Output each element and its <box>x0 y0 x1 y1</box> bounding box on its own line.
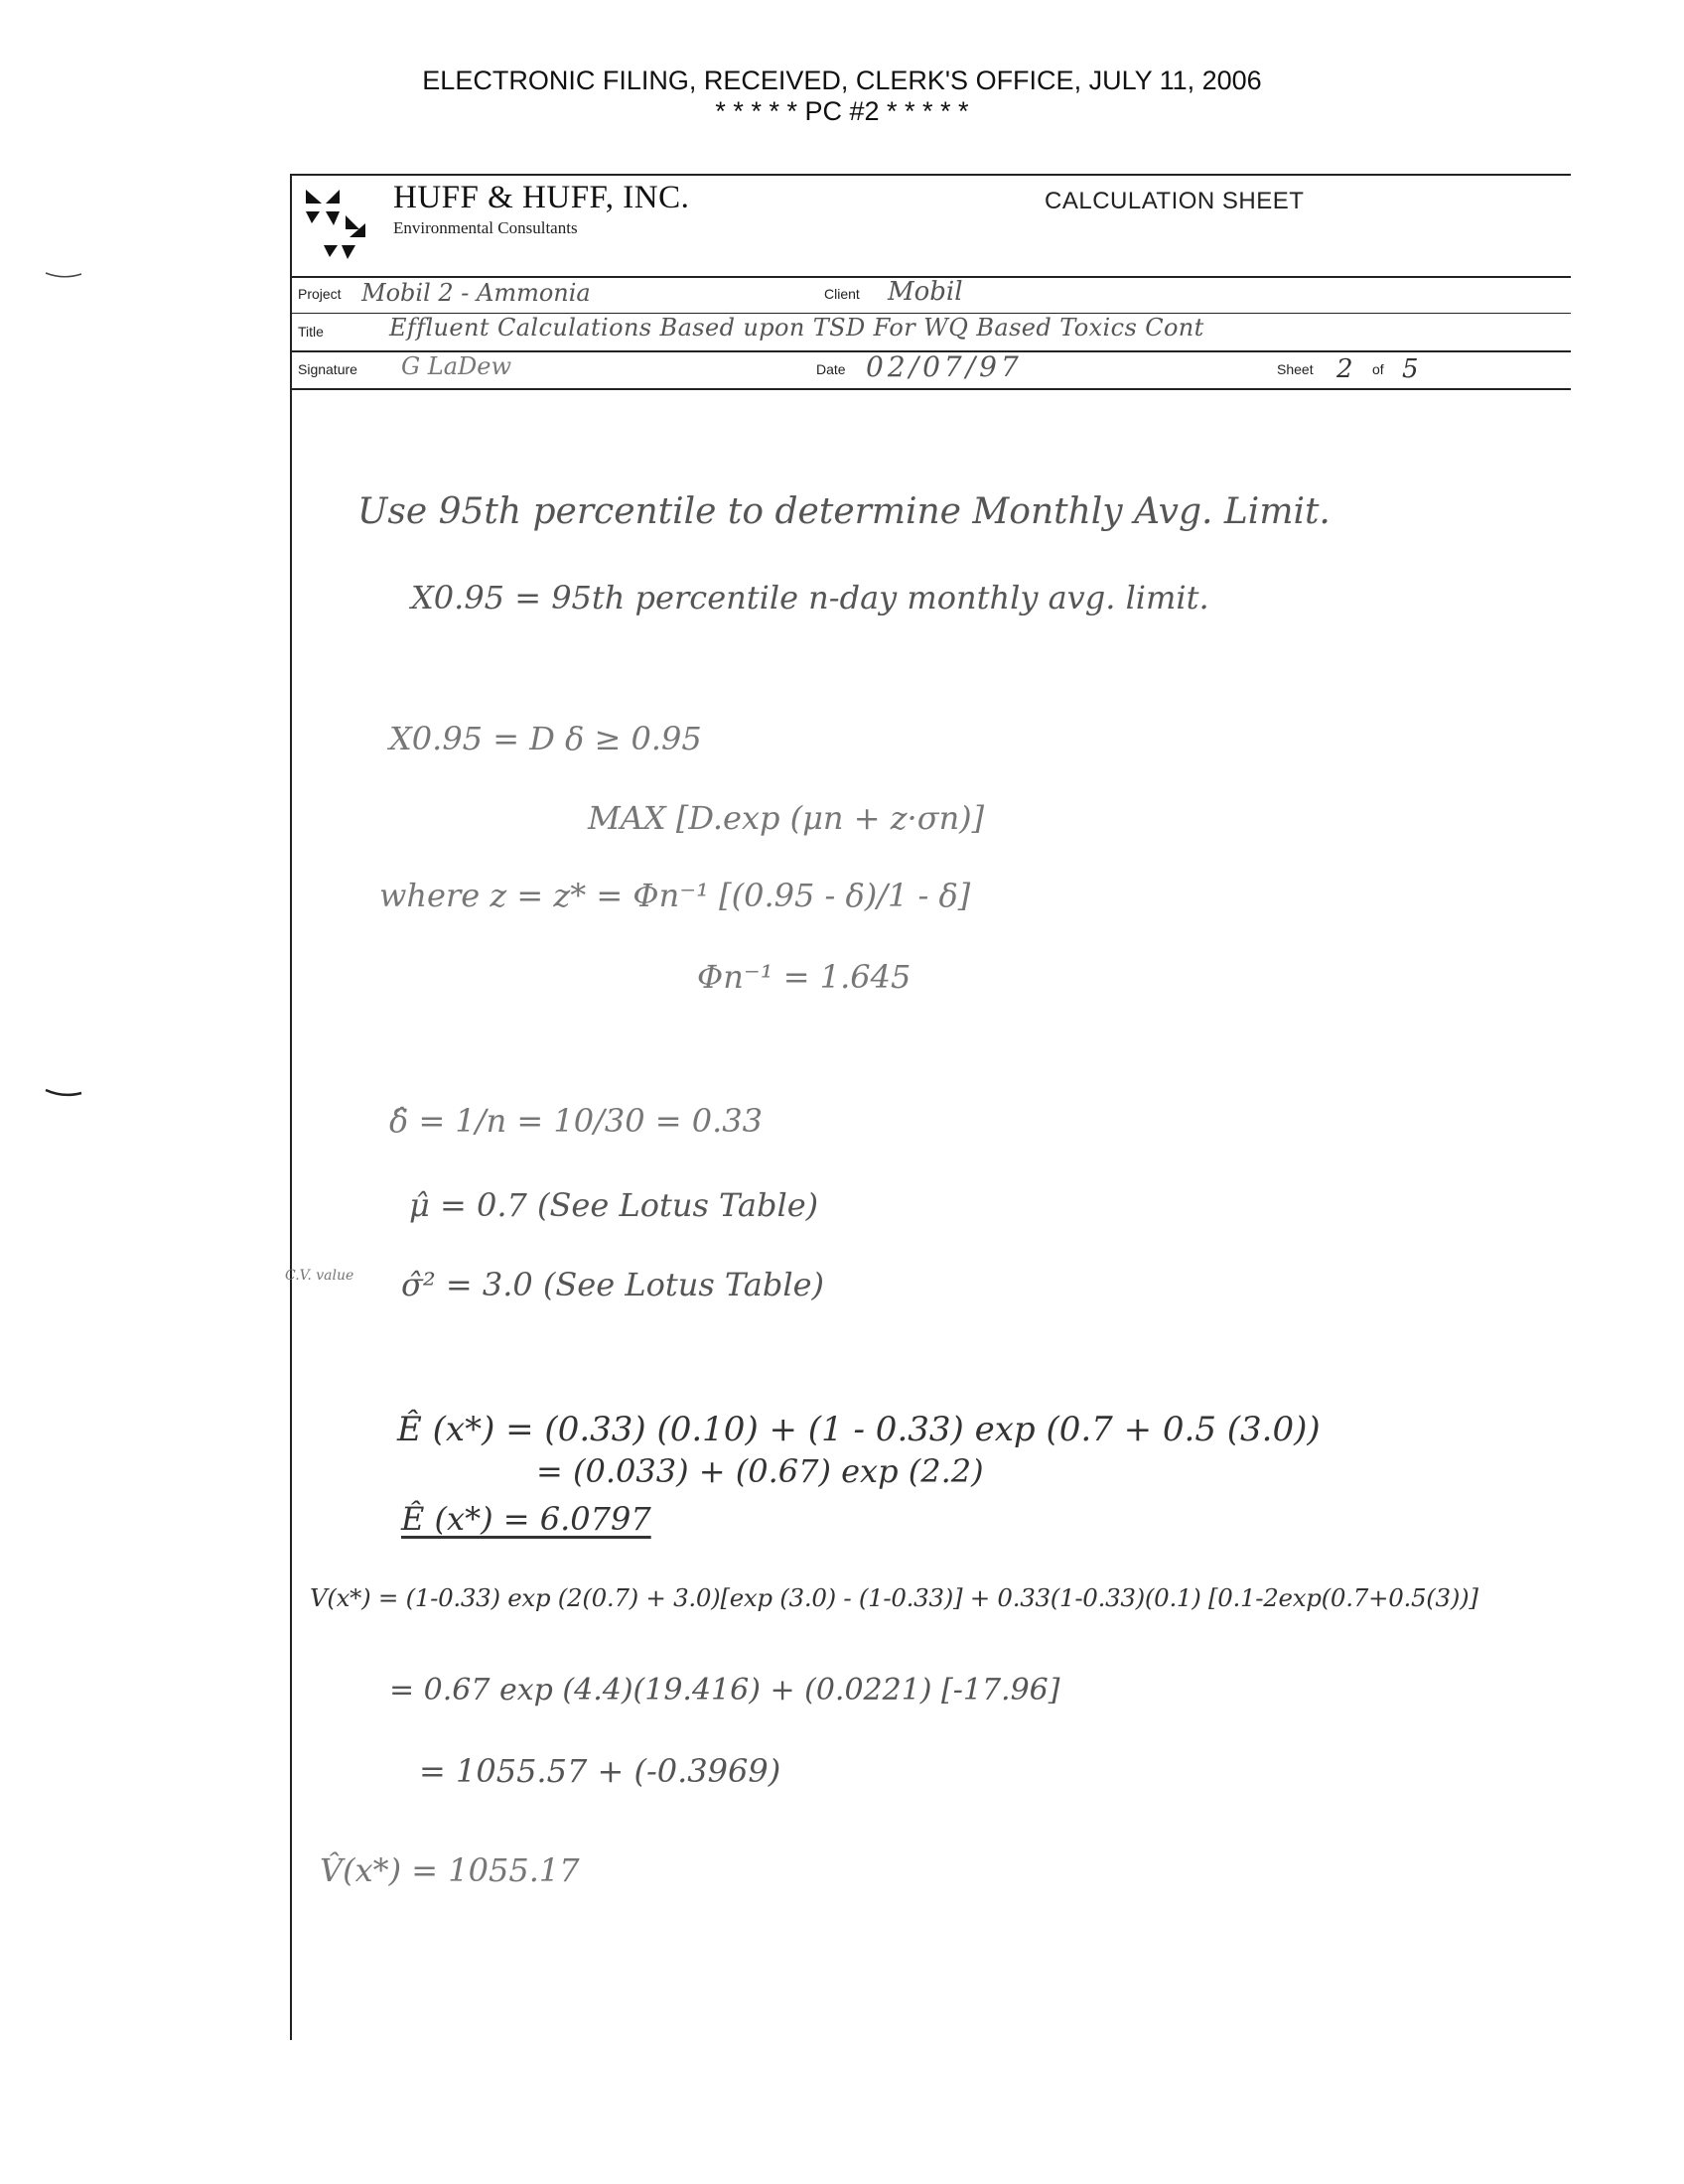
handwritten-line-2: X0.95 = 95th percentile n-day monthly avg. limit. <box>411 579 1209 616</box>
calculation-sheet <box>285 174 1571 2040</box>
margin-mark-top <box>44 270 83 280</box>
header-top-rule <box>290 174 1571 176</box>
header-rule-4 <box>290 388 1571 390</box>
signature-value: G LaDew <box>401 352 512 380</box>
sheet-label: Sheet <box>1277 361 1314 377</box>
title-value: Effluent Calculations Based upon TSD For WQ Based Toxics Cont <box>389 314 1204 341</box>
filing-line-2: * * * * * PC #2 * * * * * <box>715 96 969 126</box>
project-value: Mobil 2 - Ammonia <box>361 279 591 307</box>
handwritten-line-9: σ̂² = 3.0 (See Lotus Table) <box>401 1266 824 1303</box>
handwritten-line-11: = (0.033) + (0.67) exp (2.2) <box>536 1452 984 1490</box>
sheet-number: 2 <box>1336 354 1353 384</box>
handwritten-line-5: where z = z* = Φn⁻¹ [(0.95 - δ)/1 - δ] <box>379 877 971 914</box>
handwritten-line-10: Ê (x*) = (0.33) (0.10) + (1 - 0.33) exp (0.7 + 0.5 (3.0)) <box>397 1410 1321 1449</box>
project-label: Project <box>298 286 342 302</box>
sheet-left-border <box>290 174 292 2040</box>
signature-label: Signature <box>298 361 357 377</box>
calculation-sheet-title: CALCULATION SHEET <box>1045 188 1305 214</box>
client-value: Mobil <box>888 277 963 307</box>
handwritten-line-13: V(x*) = (1-0.33) exp (2(0.7) + 3.0)[exp (3.0) - (1-0.33)] + 0.33(1-0.33)(0.1) [0.1-2exp(0.7+0.5(3))] <box>310 1583 1478 1612</box>
filing-line-1: ELECTRONIC FILING, RECEIVED, CLERK'S OFFICE, JULY 11, 2006 <box>422 66 1262 95</box>
handwritten-line-8: μ̂ = 0.7 (See Lotus Table) <box>409 1186 819 1224</box>
handwritten-line-15: = 1055.57 + (-0.3969) <box>419 1752 781 1790</box>
handwritten-line-7: δ̂ = 1/n = 10/30 = 0.33 <box>389 1102 763 1140</box>
huff-logo-icon <box>304 186 369 273</box>
handwritten-line-1: Use 95th percentile to determine Monthly Avg. Limit. <box>357 491 1331 532</box>
company-name: HUFF & HUFF, INC. <box>393 180 690 215</box>
company-subtitle: Environmental Consultants <box>393 218 578 237</box>
handwritten-line-3: X0.95 = D δ ≥ 0.95 <box>389 720 702 757</box>
handwritten-line-6: Φn⁻¹ = 1.645 <box>697 958 912 996</box>
sheet-total: 5 <box>1402 354 1419 384</box>
date-label: Date <box>816 361 846 377</box>
handwritten-line-14: = 0.67 exp (4.4)(19.416) + (0.0221) [-17.96] <box>389 1673 1060 1707</box>
margin-mark-middle <box>44 1088 83 1098</box>
of-label: of <box>1372 361 1384 377</box>
title-label: Title <box>298 324 324 340</box>
date-value: 02/07/97 <box>866 350 1023 383</box>
handwritten-line-16: V̂(x*) = 1055.17 <box>320 1851 580 1889</box>
margin-note: C.V. value <box>285 1268 354 1284</box>
filing-stamp <box>0 66 1684 127</box>
client-label: Client <box>824 286 860 302</box>
handwritten-line-12: Ê (x*) = 6.0797 <box>401 1500 651 1538</box>
handwritten-line-4: MAX [D.exp (μn + z·σn)] <box>588 799 985 837</box>
